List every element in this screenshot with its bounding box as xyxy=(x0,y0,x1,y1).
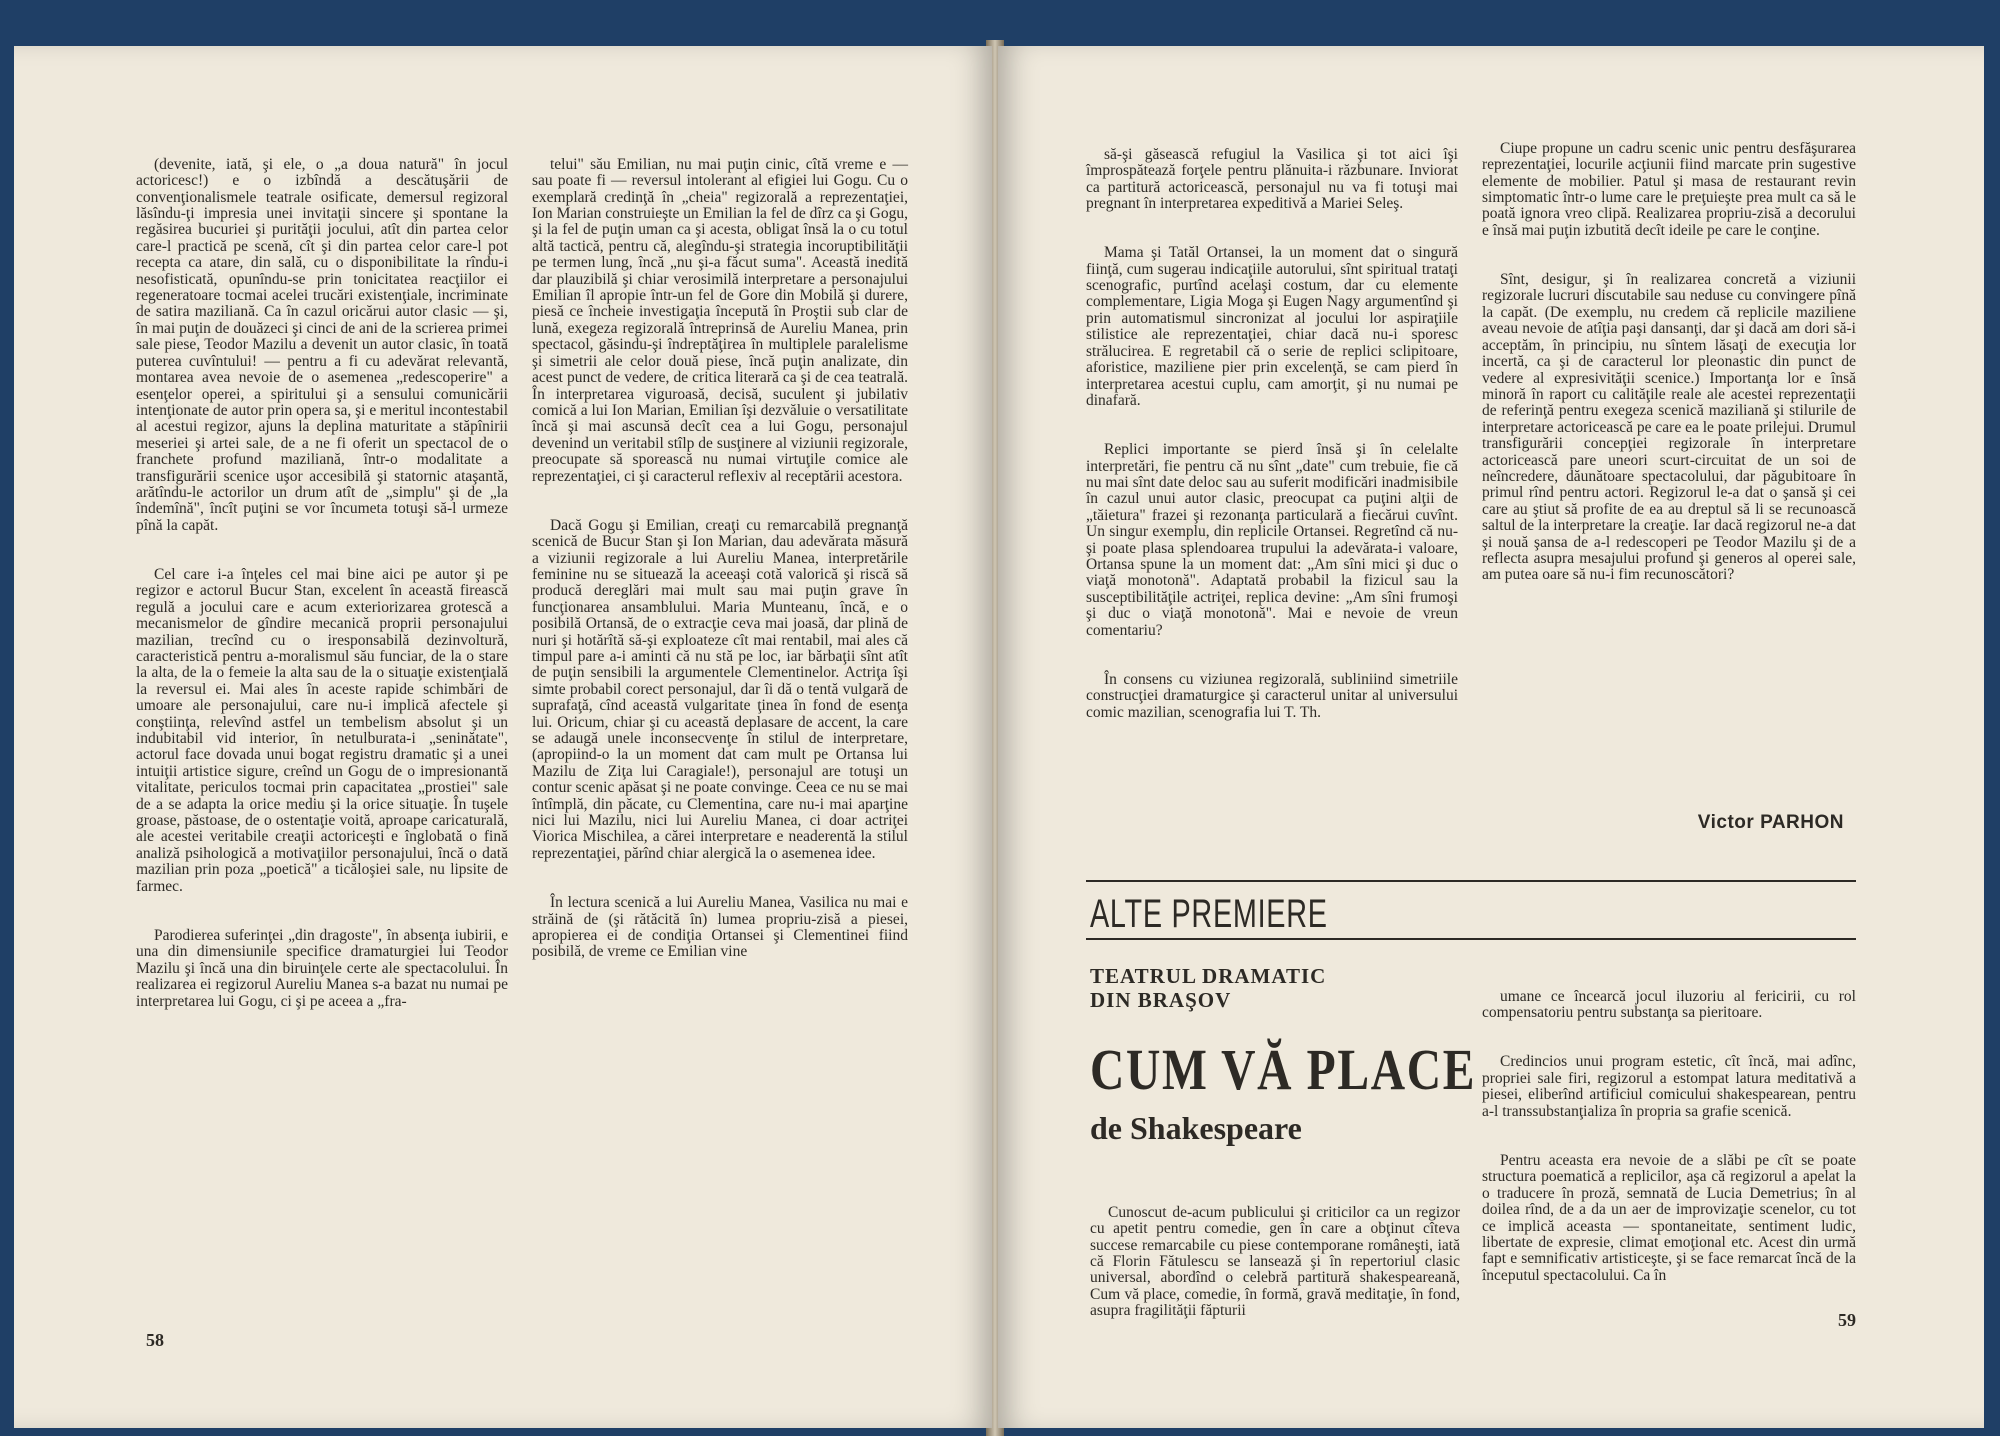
right-column-1 xyxy=(1086,114,1462,824)
paragraph: În consens cu viziunea regizorală, subliniind simetriile construcţiei dramaturgice şi caracterul unitar al universului comic mazilian, scenografia lui T. Th. xyxy=(1086,670,1462,721)
left-column-1 xyxy=(136,124,512,1356)
play-title: CUM VĂ PLACE xyxy=(1090,1037,1477,1102)
right-column-2 xyxy=(1482,108,1860,808)
paragraph: Parodierea suferinţei „din dragoste", în absenţa iubirii, e una din dimensiunile specifice dramaturgiei lui Teodor Mazilu şi încă una din biruinţele certe ale spectacolului. În realizarea ei regizorul Aureliu Manea s-a bazat nu numai pe interpretarea lui Gogu, ci şi pe aceea a „fra- xyxy=(136,926,512,1010)
paragraph: telui" său Emilian, nu mai puţin cinic, cîtă vreme e — sau poate fi — reversul intolerant al efigiei lui Gogu. Cu o exemplară credinţă în „cheia" regizorală a reprezentaţiei, Ion Marian construieşte un Emilian la fel de dîrz ca şi Gogu, şi la fel de puţin uman ca şi acesta, obligat însă la o cu totul altă tactică, pentru că, alegîndu-şi strategia incoruptibilităţii pe termen lung, încă „nu şi-a făcut suma". Această inedită dar plauzibilă şi chiar verosimilă interpretare a personajului Emilian îl apropie într-un fel de Gore din Mobilă şi durere, piesă ce încheie investigaţia începută în Proştii sub clar de lună, exegeza regizorală întreprinsă de Aureliu Manea, prin spectacol, găsindu-şi îndreptăţirea în multiplele paralelisme şi simetrii ale celor două piese, încă puţin analizate, din acest punct de vedere, de critica literară ca şi de cea teatrală. În interpretarea viguroasă, decisă, suculent şi jubilativ comică a lui Ion Marian, Emilian îşi dezvăluie o versatilitate încă şi mai ascunsă decît cea a lui Gogu, personajul devenind un veritabil stîlp de susţinere al viziunii regizorale, preocupate să sporească nu numai virtuţile comice ale reprezentaţiei, ci şi caracterul reflexiv al receptării acestora. xyxy=(532,155,912,485)
paragraph: Pentru aceasta era nevoie de a slăbi pe cît se poate structura poematică a replicilor, aşa că regizorul a apelat la o traducere în proză, semnată de Lucia Demetrius; în al doilea rînd, de a da un aer de improvizaţie scenelor, cu tot ce implică aceasta — spontaneitate, sentiment ludic, libertate de expresie, climat emoţional etc. Acest din urmă fapt e semnificativ artisticeşte, şi se face remarcat încă de la începutul spectacolului. Ca în xyxy=(1482,1151,1860,1284)
paragraph: să-şi găsească refugiul la Vasilica şi tot aici îşi împrospătează forţele pentru plănuita-i răzbunare. Inviorat ca partitură actoricească, personajul nu va fi totuşi mai pregnant în interpretarea expeditivă a Mariei Seleş. xyxy=(1086,145,1462,213)
paragraph: Dacă Gogu şi Emilian, creaţi cu remarcabilă pregnanţă scenică de Bucur Stan şi Ion Marian, dau adevărata măsură a viziunii regizorale a lui Aureliu Manea, interpretările feminine nu se situează la aceeaşi cotă valorică şi riscă să producă dereglări mai mult sau mai puţin grave în funcţionarea ansamblului. Maria Munteanu, încă, e o posibilă Ortansă, de o extracţie ceva mai joasă, dar plină de nuri şi hotărîtă să-şi exploateze cît mai rentabil, mai ales că timpul pare a-i aminti că nu stă pe loc, iar bărbaţii sînt atît de puţin sensibili la argumentele Clementinelor. Actriţa îşi simte probabil corect personajul, dar îi dă o tentă vulgară de suprafaţă, cînd această vulgaritate ţinea în fond de esenţa lui. Oricum, chiar şi cu această deplasare de accent, la care se adaugă unele inconsecvenţe în stilul de interpretare, (apropiind-o la un moment dat cam mult pe Ortansa lui Mazilu de Ziţa lui Caragiale!), personajul are totuşi un contur scenic apăsat şi ne poate convinge. Ceea ce nu se mai întîmplă, din păcate, cu Clementina, care nu-i mai aparţine nici lui Mazilu, nici lui Aureliu Manea, ci doar actriţei Viorica Mischilea, a cărei interpretare e neaderentă la stilul reprezentaţiei, părînd chiar alergică la o asemenea idee. xyxy=(532,516,912,862)
paragraph: Sînt, desigur, şi în realizarea concretă a viziunii regizorale lucruri discutabile sau neduse cu convingere pînă la capăt. (De exemplu, nu credem că replicile maziliene aveau nevoie de atîţia paşi dansanţi, dar şi dacă am dori să-i acceptăm, în principiu, nu sîntem lăsaţi de execuţia lor incertă, ca şi de caracterul lor pleonastic din punct de vedere al expresivităţii scenice.) Importanţa lor e însă minoră în raport cu calităţile reale ale acestei reprezentaţii de referinţă pentru exegeza scenică maziliană şi stilurile de interpretare actoricească pe care ea le poate prilejui. Drumul transfigurării concepţiei regizorale în interpretare actoricească pare uneori scurt-circuitat de un soi de neîncredere, dăunătoare spectacolului, dar păgubitoare în primul rînd pentru actori. Regizorul le-a dat o şansă şi cei care au ştiut să profite de ea au dreptul să li se recunoască saltul de la interpretare la creaţie. Iar dacă regizorul ne-a dat şi nouă şansa de a-l redescoperi pe Teodor Mazilu şi de a reflecta asupra mesajului profund şi generos al operei sale, am putea oare să nu-i fim recunoscători? xyxy=(1482,271,1860,584)
paragraph: Cel care i-a înţeles cel mai bine aici pe autor şi pe regizor e actorul Bucur Stan, excelent în această firească regulă a jocului care e acum exteriorizarea grotescă a mecanismelor de gîndire mecanică proprii personajului mazilian, trecînd cu o iresponsabilă dezinvoltură, caracteristică pentru a-moralismul său funciar, de la o stare la alta, de la o femeie la alta sau de la o situaţie existenţială la reversul ei. Mai ales în aceste rapide schimbări de umoare ale personajului, care nu-i implică afectele şi conştiinţa, relevînd astfel un tembelism absolut şi un indubitabil vid interior, în netulburata-i „seninătate", actorul face dovada unui bogat registru dramatic şi a unei intuiţii artistice sigure, creînd un Gogu de o impresionantă vitalitate, periculos tocmai prin capacitatea „prostiei" sale de a se adapta la orice mediu şi la orice situaţie. În tuşele groase, păstoase, de o ostentaţie voită, aproape caricaturală, ale acestei veritabile creaţii actoriceşti e înglobată o fină analiză psihologică a motivaţiilor personajului, încă o dată mazilian prin poza „poetică" a ticăloşiei sale, nu lipsite de farmec. xyxy=(136,565,512,895)
right-page xyxy=(998,46,1984,1428)
paragraph: Cunoscut de-acum publicului şi criticilor ca un regizor cu apetit pentru comedie, gen în care a obţinut cîteva succese remarcabile cu piese contemporane româneşti, iată că Florin Fătulescu se lansează şi în repertoriul clasic universal, abordînd o celebră partitură shakespeareană, Cum vă place, comedie, în formă, gravă meditaţie, în fond, asupra fragilităţii făpturii xyxy=(1090,1203,1464,1320)
theater-name: TEATRUL DRAMATIC DIN BRAŞOV xyxy=(1090,964,1327,1012)
paragraph: Credincios unui program estetic, cît încă, mai adînc, propriei sale firi, regizorul a estompat latura meditativă a piesei, eliberînd artificiul comicului shakespearean, pentru a-l transsubstanţializa în propria sa grafie scenică. xyxy=(1482,1053,1860,1120)
review-column-1 xyxy=(1090,1172,1464,1402)
paragraph: (devenite, iată, şi ele, o „a doua natură" în jocul actoricesc!) e o izbîndă a descătuşării de convenţionalismele teatrale osificate, demersul regizoral lăsîndu-ţi impresia unei invitaţii sincere şi spontane la regăsirea bucuriei şi purităţii jocului, atît din partea celor care-l practică pe scenă, cît şi din partea celor care-l pot recepta ca atare, din sală, cu o disponibilitate la rîndu-i nesofisticată, opunîndu-se prin tonicitatea reacţiilor ei regeneratoare tocmai acelei trucări existenţiale, incriminate de satira maziliană. Ca în cazul oricărui autor clasic — şi, în mai puţin de douăzeci şi cinci de ani de la scrierea primei sale piese, Teodor Mazilu a devenit un autor clasic, în toată puterea cuvîntului! — pentru a fi cu adevărat relevantă, montarea avea nevoie de o asemenea „redescoperire" a esenţelor operei, a spiritului şi a sensului comunicării intenţionate de autor prin opera sa, şi e meritul incontestabil al acestui regizor, ajuns la deplina maturitate a stăpînirii meseriei şi artei sale, de a ne fi oferit un spectacol de o franchete profund maziliană, într-o modalitate a transfigurării scenice uşor accesibilă şi statornic ataşantă, arătîndu-le actorilor un drum atît de „simplu" şi de „la îndemînă", încît puţini se vor încumeta totuşi să-l urmeze pînă la capăt. xyxy=(136,155,512,534)
section-divider xyxy=(1086,938,1856,940)
paragraph: Replici importante se pierd însă şi în celelalte interpretări, fie pentru că nu sînt „date" cum trebuie, fie că nu mai sînt date deloc sau au suferit modificări inadmisibile în cazul unui autor clasic, preocupat ca puţini alţii de „tăietura" frazei şi rezonanţa particulară a fiecărui cuvînt. Un singur exemplu, din replicile Ortansei. Regretînd că nu-şi poate plasa splendoarea trupului la adevărata-i valoare, Ortansa spune la un moment dat: „Am sîni mici şi duc o viaţă monotonă". Adaptată probabil la fizicul sau la susceptibilităţile actriţei, replica devine: „Am sîni frumoşi şi duc o viaţă monotonă". Mai e nevoie de vreun comentariu? xyxy=(1086,441,1462,639)
review-column-2 xyxy=(1482,956,1860,1306)
page-number: 58 xyxy=(146,1330,164,1350)
article-author: Victor PARHON xyxy=(1697,812,1844,833)
section-title: ALTE PREMIERE xyxy=(1090,892,1328,936)
page-number: 59 xyxy=(1838,1310,1856,1330)
paragraph: În lectura scenică a lui Aureliu Manea, Vasilica nu mai e străină de (şi rătăcită în) lumea propriu-zisă a piesei, apropierea ei de condiţia Ortansei şi Clementinei fiind posibilă, de vreme ce Emilian vine xyxy=(532,894,912,961)
left-column-2 xyxy=(532,124,912,1356)
section-divider xyxy=(1086,880,1856,882)
paragraph: Ciupe propune un cadru scenic unic pentru desfăşurarea reprezentaţiei, locurile acţiunii fiind marcate prin sugestive elemente de mobilier. Patul şi masa de restaurant revin simptomatic într-o lume care le preţuieşte prea mult ca să le poată ignora vreo clipă. Realizarea propriu-zisă a decorului e însă mai puţin izbutită decît ideile pe care le conţine. xyxy=(1482,139,1860,239)
paragraph: umane ce încearcă jocul iluzoriu al fericirii, cu rol compensatoriu pentru substanţa sa pieritoare. xyxy=(1482,987,1860,1022)
play-author: de Shakespeare xyxy=(1090,1110,1302,1146)
left-page xyxy=(14,46,992,1428)
paragraph: Mama şi Tatăl Ortansei, la un moment dat o singură fiinţă, cum sugerau indicaţiile autorului, sînt spiritual trataţi scenografic, purtînd acelaşi costum, dar cu elemente complementare, Ligia Moga şi Eugen Nagy argumentînd şi prin automatismul sincronizat al jocului lor aspiraţiile stilistice ale reprezentaţiei, chiar dacă nu-i sporesc strălucirea. E regretabil că o serie de replici sclipitoare, aforistice, maziliene pier prin excelenţă, se cam pierd în interpretarea acestui cuplu, cam amorţit, şi nu numai pe dinafară. xyxy=(1086,244,1462,409)
